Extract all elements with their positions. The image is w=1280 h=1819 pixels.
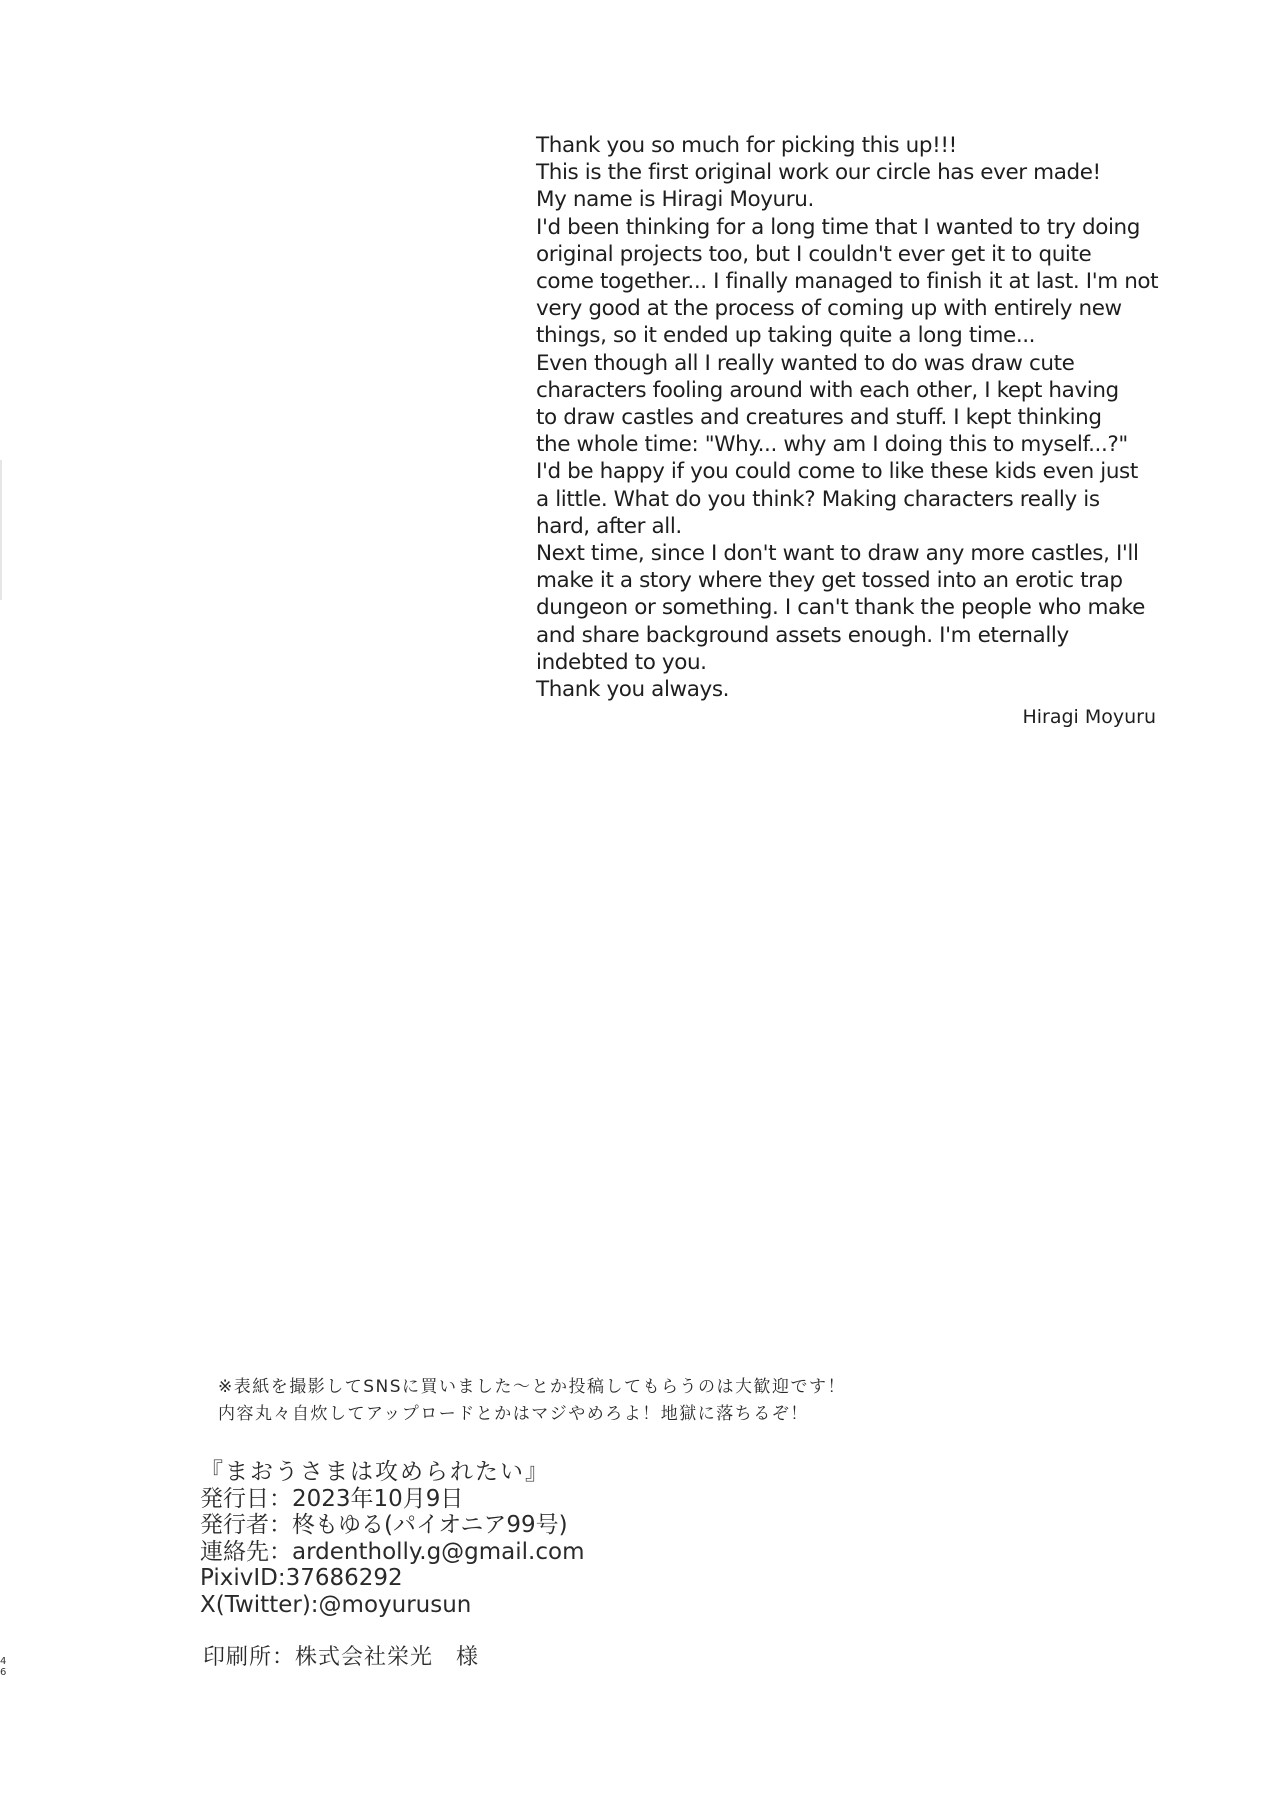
afterword-line: a little. What do you think? Making characters really is [536, 486, 1100, 512]
contact-email: 連絡先：ardentholly.g@gmail.com [200, 1538, 585, 1565]
afterword-text [536, 132, 1176, 703]
afterword-line: Even though all I really wanted to do was draw cute [536, 350, 1075, 376]
page-number [0, 1656, 10, 1678]
afterword-line: My name is Hiragi Moyuru. [536, 187, 814, 213]
publication-date: 発行日：2023年10月9日 [200, 1485, 464, 1512]
colophon [200, 1459, 584, 1619]
afterword-line: come together... I finally managed to finish it at last. I'm not [536, 269, 1159, 295]
afterword-line: make it a story where they get tossed into an erotic trap [536, 568, 1123, 594]
afterword-line: Next time, since I don't want to draw any more castles, I'll [536, 541, 1139, 567]
twitter-handle: X(Twitter):@moyurusun [200, 1591, 472, 1618]
afterword-line: characters fooling around with each other, I kept having [536, 377, 1119, 403]
afterword-line: the whole time: "Why... why am I doing this to myself...?" [536, 432, 1128, 458]
pixiv-id: PixivID:37686292 [200, 1565, 403, 1592]
afterword-line: and share background assets enough. I'm eternally [536, 622, 1069, 648]
notice-line-welcome: ※表紙を撮影してSNSに買いました～とか投稿してもらうのは大歓迎です！ [218, 1377, 847, 1397]
printer-credit: 印刷所：株式会社栄光 様 [203, 1645, 480, 1670]
afterword-line: Thank you so much for picking this up!!! [536, 133, 957, 158]
page-number-digit: 4 [0, 1656, 7, 1667]
afterword-line: original projects too, but I couldn't ever get it to quite [536, 241, 1092, 267]
page-edge-mark [0, 460, 2, 600]
afterword-line: things, so it ended up taking quite a long time... [536, 323, 1036, 349]
notice-line-warning: 内容丸々自炊してアップロードとかはマジやめろよ！地獄に落ちるぞ！ [218, 1404, 809, 1424]
author-signature: Hiragi Moyuru [1022, 706, 1156, 728]
afterword-line: indebted to you. [536, 649, 707, 675]
book-title: 『まおうさまは攻められたい』 [200, 1459, 550, 1485]
afterword-line: This is the first original work our circle has ever made! [536, 160, 1101, 186]
publisher: 発行者：柊もゆる(パイオニア99号) [200, 1512, 568, 1539]
afterword-line: very good at the process of coming up with entirely new [536, 296, 1122, 322]
sharing-notice [218, 1374, 846, 1428]
afterword-line: I'd been thinking for a long time that I wanted to try doing [536, 214, 1141, 240]
afterword-line: to draw castles and creatures and stuff. I kept thinking [536, 405, 1102, 431]
afterword-line: dungeon or something. I can't thank the people who make [536, 595, 1145, 621]
afterword-line: hard, after all. [536, 513, 682, 539]
afterword-line: Thank you always. [536, 677, 730, 703]
page-number-digit: 6 [0, 1667, 7, 1678]
afterword-line: I'd be happy if you could come to like these kids even just [536, 459, 1138, 485]
